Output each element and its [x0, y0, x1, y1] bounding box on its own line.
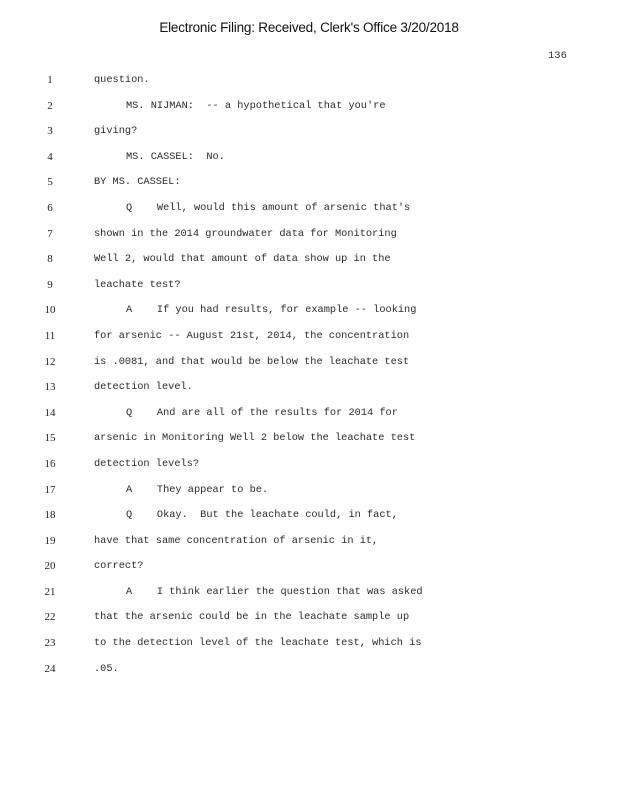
- line-number: 10: [44, 304, 56, 317]
- line-text: detection levels?: [94, 457, 200, 470]
- line-text: shown in the 2014 groundwater data for Monitoring: [94, 227, 397, 240]
- line-text: Q Well, would this amount of arsenic that's: [126, 201, 411, 214]
- line-text: .05.: [94, 662, 119, 675]
- line-number: 14: [44, 406, 56, 419]
- line-number: 22: [44, 611, 56, 624]
- transcript-line: [0, 426, 618, 452]
- transcript-line: [0, 580, 618, 606]
- line-number: 6: [47, 201, 53, 214]
- transcript-line: [0, 119, 618, 145]
- line-number: 16: [44, 457, 56, 470]
- filing-stamp-header: Electronic Filing: Received, Clerk's Office 3/20/2018: [159, 20, 459, 35]
- line-number: 18: [44, 509, 56, 522]
- transcript-line: [0, 529, 618, 555]
- line-number: 13: [44, 381, 56, 394]
- line-number: 12: [44, 355, 56, 368]
- line-text: A They appear to be.: [126, 483, 269, 496]
- line-text: question.: [94, 74, 150, 86]
- line-text: that the arsenic could be in the leachate sample up: [94, 611, 410, 624]
- transcript-line: [0, 298, 618, 324]
- transcript-line: [0, 657, 618, 683]
- line-text: detection level.: [94, 381, 193, 394]
- transcript-line: [0, 605, 618, 631]
- line-number: 24: [44, 662, 56, 675]
- transcript-line: [0, 247, 618, 273]
- transcript-line: [0, 222, 618, 248]
- transcript-line: [0, 170, 618, 196]
- transcript-line: [0, 401, 618, 427]
- transcript-line: [0, 68, 618, 94]
- transcript-line: [0, 452, 618, 478]
- transcript-line: [0, 478, 618, 504]
- line-text: have that same concentration of arsenic in it,: [94, 534, 379, 547]
- line-text: is .0081, and that would be below the leachate test: [94, 355, 410, 368]
- transcript-line: [0, 350, 618, 376]
- line-number: 2: [47, 99, 53, 112]
- transcript-line: [0, 375, 618, 401]
- line-text: leachate test?: [94, 278, 181, 291]
- line-number: 3: [47, 125, 53, 138]
- line-number: 8: [47, 253, 53, 266]
- line-number: 1: [47, 74, 53, 86]
- line-text: MS. NIJMAN: -- a hypothetical that you're: [126, 99, 386, 112]
- line-text: correct?: [94, 560, 144, 573]
- transcript-line: [0, 273, 618, 299]
- line-number: 17: [44, 483, 56, 496]
- line-number: 15: [44, 432, 56, 445]
- line-text: Q And are all of the results for 2014 for: [126, 406, 398, 419]
- line-text: arsenic in Monitoring Well 2 below the leachate test: [94, 432, 416, 445]
- line-number: 7: [47, 227, 53, 240]
- transcript-line: [0, 554, 618, 580]
- line-number: 23: [44, 637, 56, 650]
- transcript-lines: [0, 68, 618, 682]
- transcript-line: [0, 631, 618, 657]
- line-number: 4: [47, 150, 53, 163]
- line-text: A I think earlier the question that was asked: [126, 585, 423, 598]
- line-number: 11: [44, 329, 56, 342]
- line-number: 5: [47, 176, 53, 189]
- transcript-line: [0, 324, 618, 350]
- line-text: Q Okay. But the leachate could, in fact,: [126, 509, 398, 522]
- transcript-line: [0, 94, 618, 120]
- transcript-line: [0, 145, 618, 171]
- line-number: 19: [44, 534, 56, 547]
- line-number: 20: [44, 560, 56, 573]
- line-text: MS. CASSEL: No.: [126, 150, 225, 163]
- line-text: Well 2, would that amount of data show up in the: [94, 253, 391, 266]
- line-number: 21: [44, 585, 56, 598]
- line-number: 9: [47, 278, 53, 291]
- line-text: for arsenic -- August 21st, 2014, the concentration: [94, 329, 410, 342]
- line-text: A If you had results, for example -- looking: [126, 304, 417, 317]
- transcript-line: [0, 503, 618, 529]
- line-text: to the detection level of the leachate test, which is: [94, 637, 422, 650]
- line-text: giving?: [94, 125, 138, 138]
- page-number: 136: [548, 50, 567, 62]
- line-text: BY MS. CASSEL:: [94, 176, 181, 189]
- transcript-line: [0, 196, 618, 222]
